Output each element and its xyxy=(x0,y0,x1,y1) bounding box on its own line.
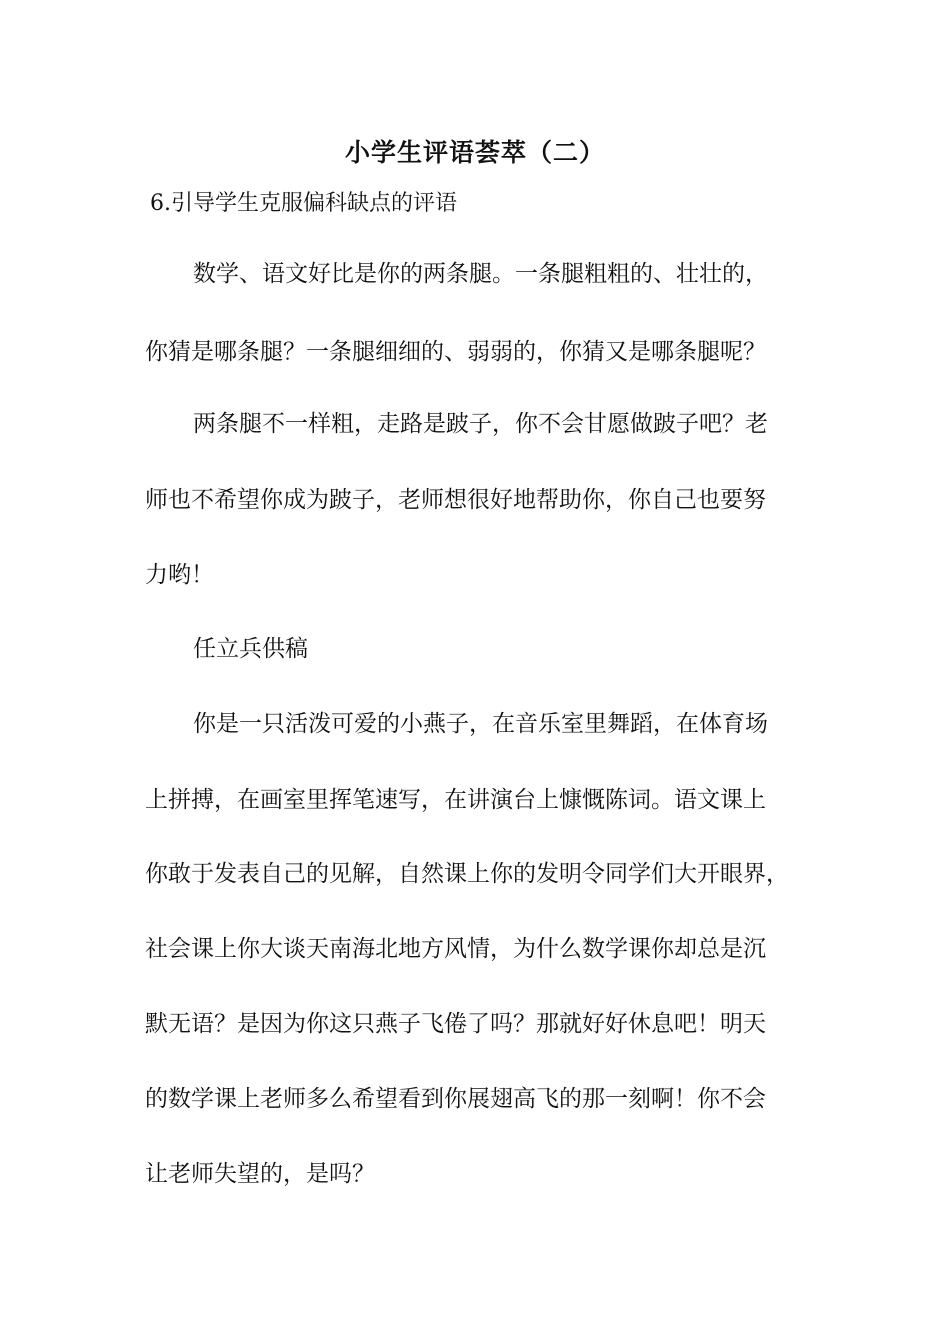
paragraph-line: 你是一只活泼可爱的小燕子，在音乐室里舞蹈，在体育场 xyxy=(193,711,768,737)
contributor-credit: 任立兵供稿 xyxy=(193,636,308,662)
paragraph-line: 你敢于发表自己的见解，自然课上你的发明令同学们大开眼界， xyxy=(145,861,789,887)
paragraph-line: 你猜是哪条腿？一条腿细细的、弱弱的，你猜又是哪条腿呢？ xyxy=(145,339,766,365)
paragraph-line: 两条腿不一样粗，走路是跛子，你不会甘愿做跛子吧？老 xyxy=(193,411,768,437)
section-heading: 6.引导学生克服偏科缺点的评语 xyxy=(150,191,457,216)
paragraph-line: 默无语？是因为你这只燕子飞倦了吗？那就好好休息吧！明天 xyxy=(145,1011,766,1037)
paragraph-line: 上拼搏，在画室里挥笔速写，在讲演台上慷慨陈词。语文课上 xyxy=(145,787,766,813)
paragraph-line: 社会课上你大谈天南海北地方风情，为什么数学课你却总是沉 xyxy=(145,936,766,962)
paragraph-line: 的数学课上老师多么希望看到你展翅高飞的那一刻啊！你不会 xyxy=(145,1086,766,1112)
paragraph-line: 师也不希望你成为跛子，老师想很好地帮助你，你自己也要努 xyxy=(145,487,766,513)
paragraph-line: 让老师失望的，是吗？ xyxy=(145,1161,375,1187)
paragraph-line: 数学、语文好比是你的两条腿。一条腿粗粗的、壮壮的， xyxy=(193,261,768,287)
document-title: 小学生评语荟萃（二） xyxy=(344,138,605,167)
paragraph-line: 力哟！ xyxy=(145,562,214,588)
